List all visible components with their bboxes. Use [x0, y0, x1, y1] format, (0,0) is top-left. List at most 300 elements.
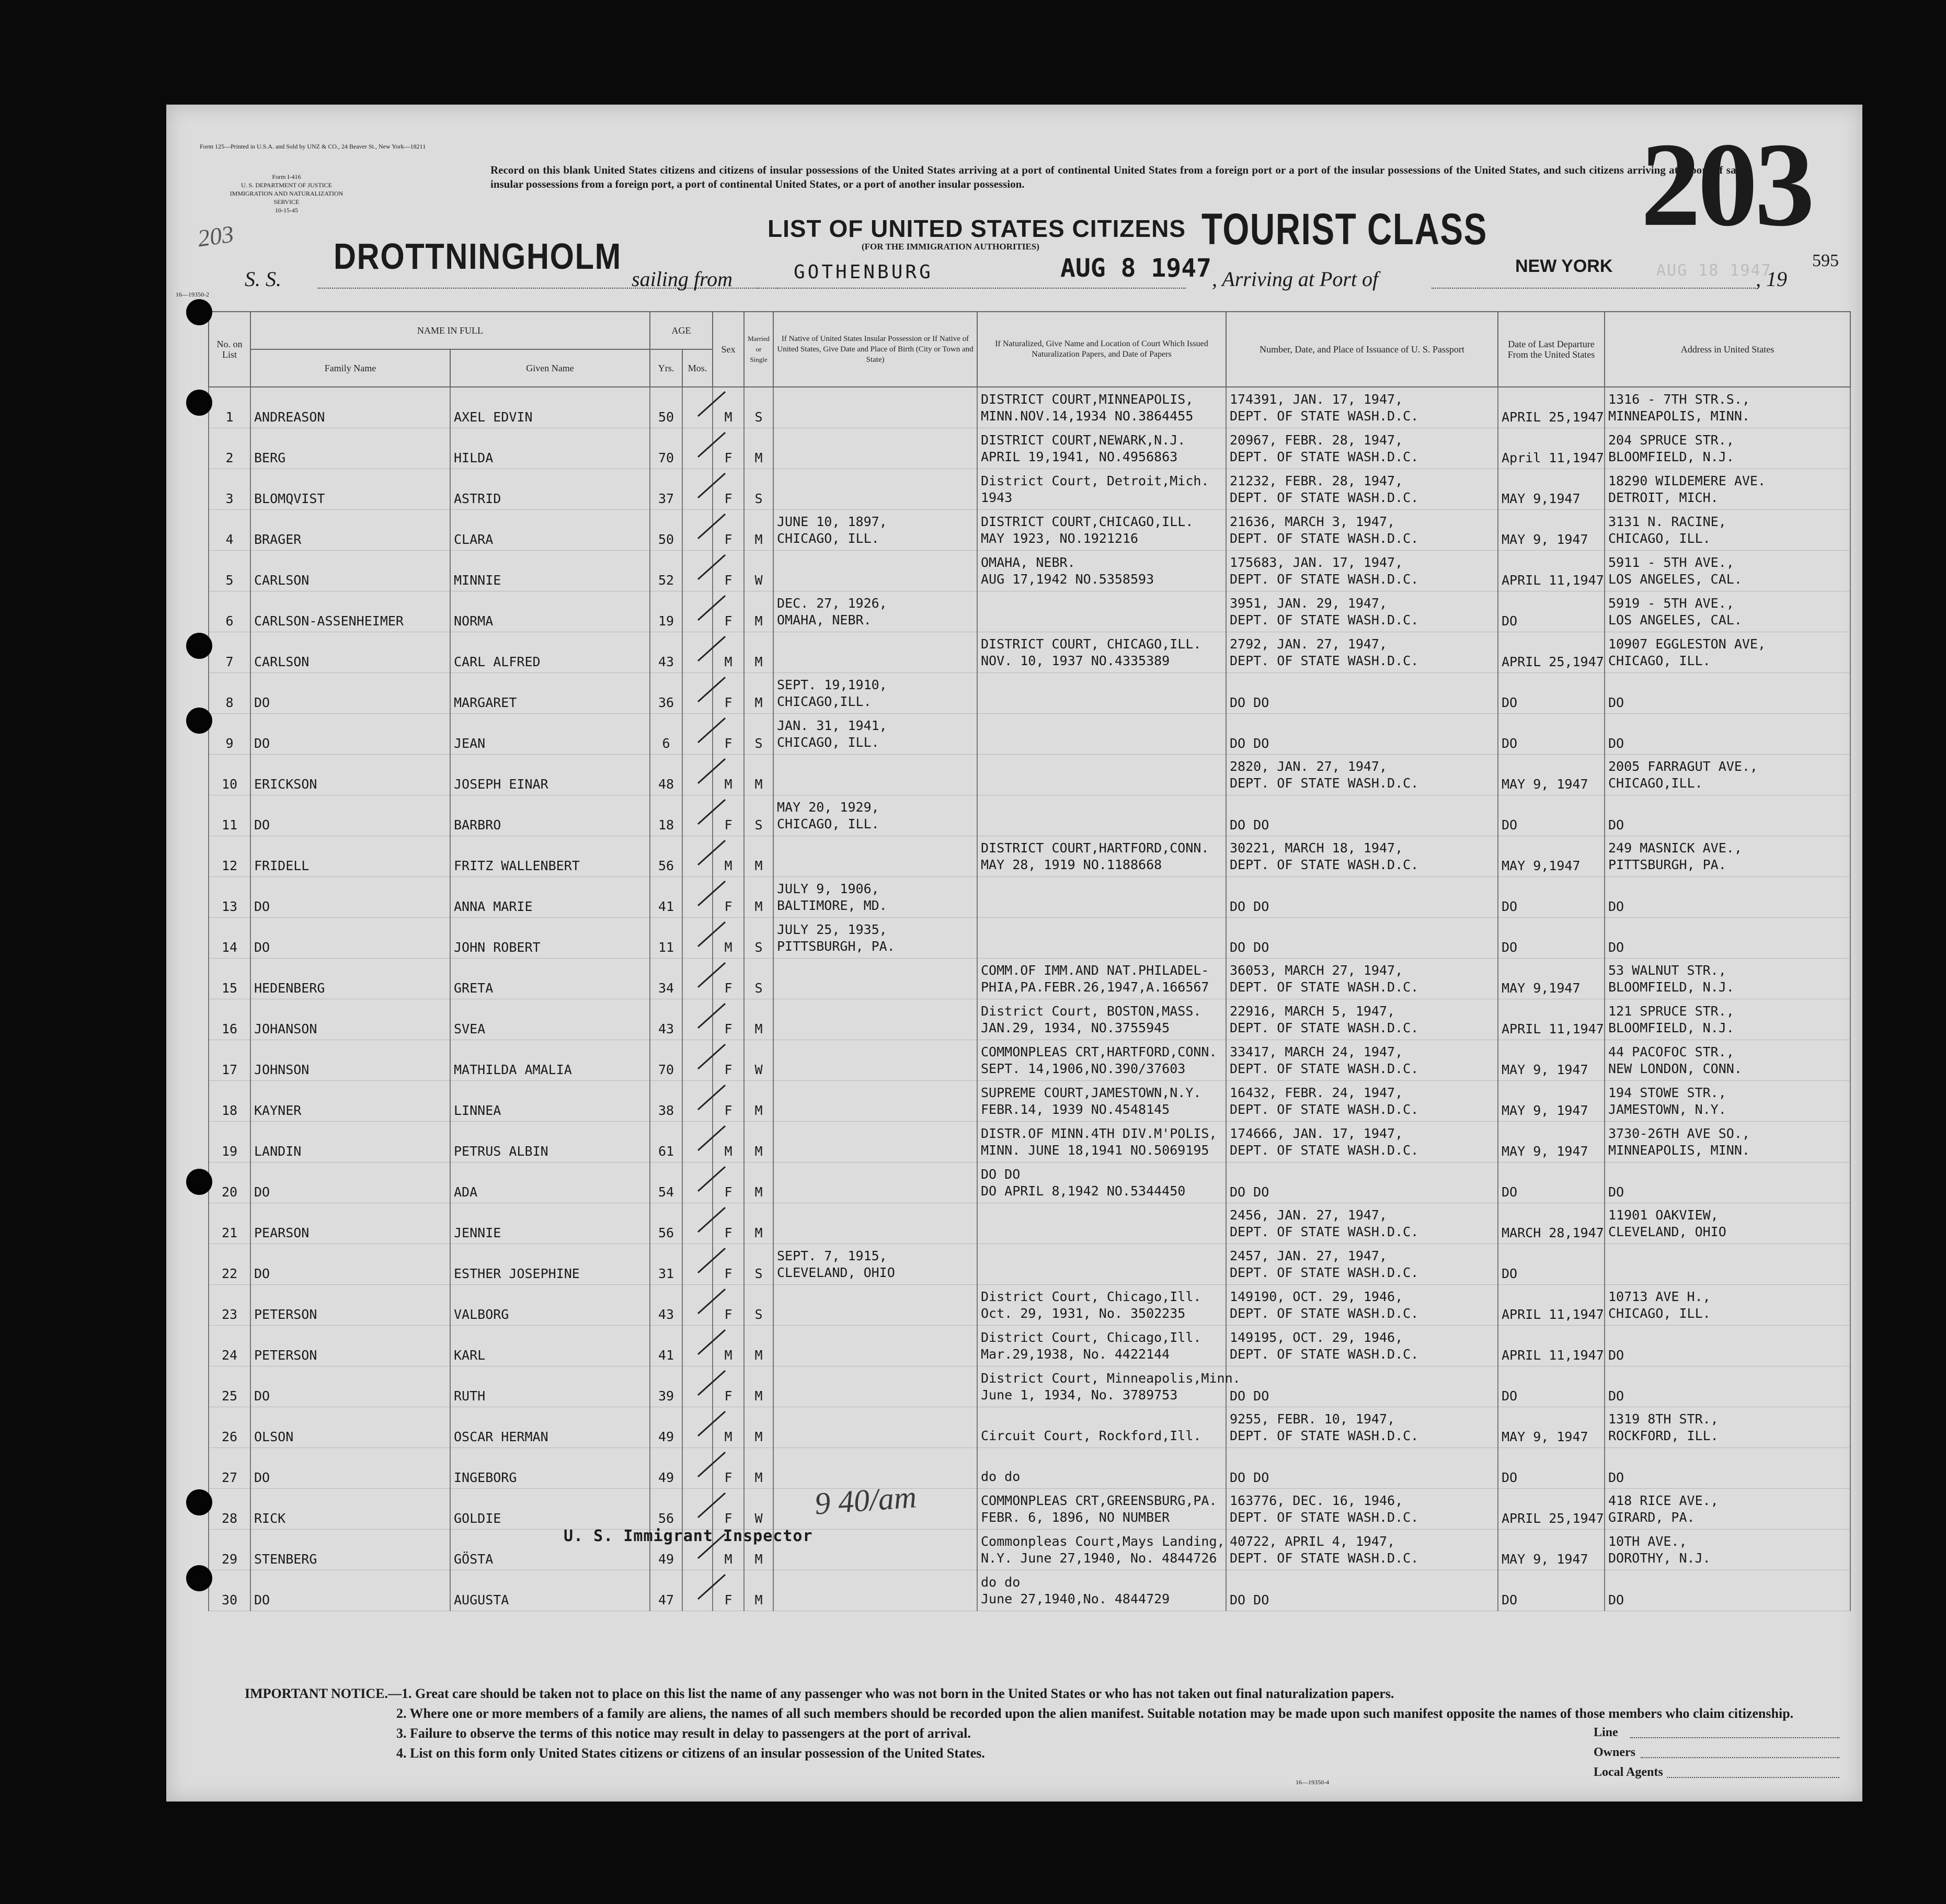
cell-line: CHICAGO, ILL.: [777, 816, 879, 831]
cell-addr: [1605, 1407, 1850, 1448]
cell-family: ANDREASON: [250, 387, 450, 428]
cell-age: 18: [650, 795, 682, 836]
cell-family: CARLSON: [250, 551, 450, 591]
cell-age: 48: [650, 755, 682, 795]
cell-no: 21: [209, 1203, 250, 1244]
cell-age: 43: [650, 1285, 682, 1326]
cell-line: 1319 8TH STR.,: [1608, 1411, 1719, 1427]
cell-nat: [977, 755, 1226, 795]
cell-age: 38: [650, 1081, 682, 1122]
cell-mos: [682, 877, 713, 918]
cell-nat: [977, 1448, 1226, 1489]
header-last-departure: Date of Last Departure From the United States: [1498, 312, 1605, 387]
cell-no: 27: [209, 1448, 250, 1489]
cell-line: JULY 25, 1935,: [777, 922, 887, 937]
cell-mos: [682, 1407, 713, 1448]
cell-age: 49: [650, 1448, 682, 1489]
cell-given: MATHILDA AMALIA: [450, 1040, 650, 1081]
cell-line: 11901 OAKVIEW,: [1608, 1207, 1719, 1223]
cell-given: MARGARET: [450, 673, 650, 714]
cell-line: 16432, FEBR. 24, 1947,: [1230, 1085, 1403, 1100]
cell-dep: MAY 9, 1947: [1498, 510, 1605, 551]
table-row: [209, 1203, 1850, 1244]
cell-pass: [1226, 999, 1498, 1040]
cell-age: 56: [650, 1489, 682, 1530]
department: U. S. DEPARTMENT OF JUSTICE: [241, 181, 332, 189]
cell-age: 36: [650, 673, 682, 714]
cell-pass: [1226, 469, 1498, 510]
table-row: [209, 510, 1850, 551]
cell-line: DISTRICT COURT, CHICAGO,ILL.: [981, 636, 1201, 652]
cell-line: 21636, MARCH 3, 1947,: [1230, 514, 1395, 529]
cell-mos: [682, 795, 713, 836]
cell-line: DEPT. OF STATE WASH.D.C.: [1230, 979, 1419, 995]
cell-dep: APRIL 25,1947: [1498, 632, 1605, 673]
cell-given: RUTH: [450, 1366, 650, 1407]
year-suffix: , 19: [1756, 267, 1787, 291]
cell-nat: [977, 836, 1226, 877]
cell-sex: M: [713, 1530, 744, 1570]
cell-birth: [773, 387, 977, 428]
cell-mos: [682, 1570, 713, 1611]
manifest-table: [208, 311, 1851, 1611]
cell-ms: M: [744, 1326, 773, 1366]
cell-ms: M: [744, 673, 773, 714]
cell-ms: M: [744, 877, 773, 918]
cell-line: DEPT. OF STATE WASH.D.C.: [1230, 1102, 1419, 1117]
cell-no: 18: [209, 1081, 250, 1122]
cell-sex: M: [713, 836, 744, 877]
cell-line: 10TH AVE.,: [1608, 1534, 1687, 1549]
cell-given: JENNIE: [450, 1203, 650, 1244]
cell-line: 3951, JAN. 29, 1947,: [1230, 596, 1388, 611]
cell-line: 10713 AVE H.,: [1608, 1289, 1711, 1304]
cell-given: CARL ALFRED: [450, 632, 650, 673]
cell-line: N.Y. June 27,1940, No. 4844726: [981, 1550, 1217, 1566]
cell-mos: [682, 1285, 713, 1326]
cell-dep: DO: [1498, 1570, 1605, 1611]
cell-line: 30221, MARCH 18, 1947,: [1230, 840, 1403, 856]
cell-line: SEPT. 7, 1915,: [777, 1248, 887, 1263]
cell-mos: [682, 1448, 713, 1489]
cell-ms: S: [744, 918, 773, 959]
table-row: [209, 469, 1850, 510]
cell-line: JAN.29, 1934, NO.3755945: [981, 1020, 1170, 1035]
cell-mos: [682, 1081, 713, 1122]
cell-line: 21232, FEBR. 28, 1947,: [1230, 473, 1403, 488]
form-number: Form I-416: [272, 173, 301, 180]
cell-age: 49: [650, 1530, 682, 1570]
cell-sex: F: [713, 1162, 744, 1203]
cell-dep: DO: [1498, 877, 1605, 918]
manifest-rows: [209, 387, 1850, 1611]
binder-hole: [186, 1565, 212, 1591]
cell-no: 9: [209, 714, 250, 755]
cell-no: 29: [209, 1530, 250, 1570]
cell-no: 3: [209, 469, 250, 510]
cell-line: DEPT. OF STATE WASH.D.C.: [1230, 1550, 1419, 1566]
cell-line: DEPT. OF STATE WASH.D.C.: [1230, 1347, 1419, 1362]
cell-family: HEDENBERG: [250, 959, 450, 999]
cell-line: MINN.NOV.14,1934 NO.3864455: [981, 408, 1194, 424]
cell-age: 70: [650, 428, 682, 469]
cell-dep: APRIL 11,1947: [1498, 551, 1605, 591]
cell-family: BLOMQVIST: [250, 469, 450, 510]
binder-hole: [186, 390, 212, 416]
service: IMMIGRATION AND NATURALIZATION SERVICE: [230, 190, 344, 206]
cell-ms: M: [744, 1081, 773, 1122]
cell-pass: [1226, 836, 1498, 877]
cell-birth: [773, 551, 977, 591]
cell-mos: [682, 428, 713, 469]
cell-birth: [773, 1162, 977, 1203]
cell-mos: [682, 714, 713, 755]
cell-line: FEBR. 6, 1896, NO NUMBER: [981, 1510, 1170, 1525]
cell-nat: [977, 1285, 1226, 1326]
cell-mos: [682, 1162, 713, 1203]
agents-dotted: [1667, 1777, 1839, 1778]
cell-line: DOROTHY, N.J.: [1608, 1550, 1711, 1566]
cell-pass: DO DO: [1226, 714, 1498, 755]
cell-birth: [773, 1285, 977, 1326]
cell-birth: [773, 836, 977, 877]
cell-ms: M: [744, 1203, 773, 1244]
cell-family: STENBERG: [250, 1530, 450, 1570]
cell-line: DISTRICT COURT,MINNEAPOLIS,: [981, 392, 1194, 407]
table-row: [209, 551, 1850, 591]
notice-title: IMPORTANT NOTICE.: [245, 1686, 388, 1701]
cell-nat: [977, 918, 1226, 959]
cell-birth: [773, 1326, 977, 1366]
cell-given: GRETA: [450, 959, 650, 999]
cell-line: OMAHA, NEBR.: [981, 555, 1075, 570]
cell-dep: MAY 9,1947: [1498, 959, 1605, 999]
cell-dep: DO: [1498, 795, 1605, 836]
cell-given: PETRUS ALBIN: [450, 1122, 650, 1162]
cell-ms: M: [744, 1122, 773, 1162]
cell-ms: M: [744, 755, 773, 795]
cell-line: SEPT. 14,1906,NO.390/37603: [981, 1061, 1186, 1076]
from-port: GOTHENBURG: [794, 261, 933, 283]
cell-pass: [1226, 591, 1498, 632]
sailing-from-label: sailing from: [632, 267, 732, 291]
cell-age: 49: [650, 1407, 682, 1448]
cell-dep: DO: [1498, 1448, 1605, 1489]
cell-family: ERICKSON: [250, 755, 450, 795]
cell-sex: F: [713, 1081, 744, 1122]
table-row: [209, 1285, 1850, 1326]
cell-given: ESTHER JOSEPHINE: [450, 1244, 650, 1285]
list-subtitle: (FOR THE IMMIGRATION AUTHORITIES): [862, 242, 1039, 252]
cell-birth: [773, 999, 977, 1040]
cell-line: DEPT. OF STATE WASH.D.C.: [1230, 1510, 1419, 1525]
cell-pass: [1226, 1285, 1498, 1326]
arriving-label: , Arriving at Port of: [1212, 267, 1379, 291]
binder-hole: [186, 633, 212, 659]
cell-line: DO DO: [981, 1167, 1021, 1182]
cell-family: RICK: [250, 1489, 450, 1530]
sailing-date: AUG 8 1947: [1060, 254, 1211, 283]
table-row: [209, 1122, 1850, 1162]
cell-pass: [1226, 510, 1498, 551]
cell-addr: [1605, 1244, 1850, 1285]
cell-nat: [977, 1326, 1226, 1366]
cell-birth: [773, 673, 977, 714]
cell-line: 249 MASNICK AVE.,: [1608, 840, 1742, 856]
binder-hole: [186, 299, 212, 325]
header-sex: Sex: [713, 312, 744, 387]
cell-dep: DO: [1498, 1162, 1605, 1203]
table-row: [209, 387, 1850, 428]
cell-pass: [1226, 1326, 1498, 1366]
cell-pass: [1226, 1530, 1498, 1570]
cell-line: DEPT. OF STATE WASH.D.C.: [1230, 572, 1419, 587]
cell-no: 20: [209, 1162, 250, 1203]
cell-given: GOLDIE: [450, 1489, 650, 1530]
cell-mos: [682, 1244, 713, 1285]
cell-dep: MAY 9, 1947: [1498, 1407, 1605, 1448]
header-name-in-full: NAME IN FULL: [250, 312, 650, 349]
cell-line: CLEVELAND, OHIO: [1608, 1224, 1726, 1239]
cell-pass: DO DO: [1226, 1448, 1498, 1489]
cell-addr: DO: [1605, 877, 1850, 918]
cell-mos: [682, 1326, 713, 1366]
cell-ms: S: [744, 1285, 773, 1326]
cell-no: 5: [209, 551, 250, 591]
cell-pass: [1226, 1407, 1498, 1448]
cell-no: 10: [209, 755, 250, 795]
cell-sex: F: [713, 1448, 744, 1489]
cell-nat: [977, 1530, 1226, 1570]
cell-sex: F: [713, 714, 744, 755]
cell-given: ANNA MARIE: [450, 877, 650, 918]
cell-nat: [977, 387, 1226, 428]
cell-line: 2820, JAN. 27, 1947,: [1230, 759, 1388, 774]
cell-mos: [682, 469, 713, 510]
list-title: LIST OF UNITED STATES CITIZENS: [768, 215, 1186, 242]
cell-dep: APRIL 11,1947: [1498, 999, 1605, 1040]
cell-ms: W: [744, 1040, 773, 1081]
cell-mos: [682, 836, 713, 877]
header-given-name: Given Name: [450, 349, 650, 387]
cell-addr: [1605, 551, 1850, 591]
cell-no: 23: [209, 1285, 250, 1326]
cell-line: 36053, MARCH 27, 1947,: [1230, 963, 1403, 978]
cell-ms: M: [744, 1366, 773, 1407]
sheet-number: 203: [1641, 118, 1812, 251]
local-agents-label: Local Agents: [1594, 1765, 1663, 1779]
cell-sex: M: [713, 755, 744, 795]
cell-line: Circuit Court, Rockford,Ill.: [981, 1428, 1201, 1443]
inspector-label: U. S. Immigrant Inspector: [564, 1527, 813, 1545]
cell-nat: [977, 1040, 1226, 1081]
cell-family: PETERSON: [250, 1326, 450, 1366]
cell-age: 61: [650, 1122, 682, 1162]
cell-line: PHIA,PA.FEBR.26,1947,A.166567: [981, 979, 1209, 995]
cell-line: DEPT. OF STATE WASH.D.C.: [1230, 776, 1419, 791]
cell-mos: [682, 551, 713, 591]
ship-name: DROTTNINGHOLM: [334, 236, 622, 277]
cell-line: 18290 WILDEMERE AVE.: [1608, 473, 1766, 488]
cell-line: DEPT. OF STATE WASH.D.C.: [1230, 1143, 1419, 1158]
cell-line: 2005 FARRAGUT AVE.,: [1608, 759, 1758, 774]
cell-pass: [1226, 1081, 1498, 1122]
cell-line: MAY 28, 1919 NO.1188668: [981, 857, 1162, 872]
table-row: [209, 1162, 1850, 1203]
cell-age: 39: [650, 1366, 682, 1407]
cell-family: DO: [250, 1570, 450, 1611]
table-row: [209, 1040, 1850, 1081]
cell-given: GÖSTA: [450, 1530, 650, 1570]
cell-family: DO: [250, 1448, 450, 1489]
cell-birth: [773, 877, 977, 918]
from-dotted-line: [757, 288, 1186, 289]
cell-birth: [773, 1366, 977, 1407]
cell-age: 56: [650, 836, 682, 877]
cell-line: 174391, JAN. 17, 1947,: [1230, 392, 1403, 407]
cell-line: COMM.OF IMM.AND NAT.PHILADEL-: [981, 963, 1209, 978]
cell-family: DO: [250, 877, 450, 918]
cell-addr: [1605, 999, 1850, 1040]
cell-ms: S: [744, 387, 773, 428]
notice-item-4: 4. List on this form only United States citizens or citizens of an insular possession of the United States.: [396, 1746, 985, 1761]
cell-line: District Court, Minneapolis,Minn.: [981, 1371, 1241, 1386]
cell-given: INGEBORG: [450, 1448, 650, 1489]
cell-dep: MAY 9, 1947: [1498, 1040, 1605, 1081]
header-passport: Number, Date, and Place of Issuance of U. S. Passport: [1226, 312, 1498, 387]
cell-dep: MARCH 28,1947: [1498, 1203, 1605, 1244]
cell-line: Mar.29,1938, No. 4422144: [981, 1347, 1170, 1362]
cell-mos: [682, 510, 713, 551]
cell-line: DEC. 27, 1926,: [777, 596, 887, 611]
cell-given: HILDA: [450, 428, 650, 469]
cell-nat: [977, 1203, 1226, 1244]
cell-family: DO: [250, 918, 450, 959]
cell-age: 34: [650, 959, 682, 999]
cell-line: 22916, MARCH 5, 1947,: [1230, 1004, 1395, 1019]
cell-nat: [977, 551, 1226, 591]
manifest-page: [166, 105, 1862, 1802]
cell-line: CHICAGO, ILL.: [1608, 1306, 1711, 1321]
cell-mos: [682, 387, 713, 428]
cell-given: SVEA: [450, 999, 650, 1040]
cell-line: DISTRICT COURT,NEWARK,N.J.: [981, 432, 1186, 448]
cell-birth: [773, 1407, 977, 1448]
handwritten-number: 203: [196, 220, 236, 252]
cell-line: DISTRICT COURT,CHICAGO,ILL.: [981, 514, 1194, 529]
table-row: [209, 1244, 1850, 1285]
cell-line: PITTSBURGH, PA.: [1608, 857, 1726, 872]
cell-ms: M: [744, 999, 773, 1040]
table-row: [209, 428, 1850, 469]
cell-no: 16: [209, 999, 250, 1040]
cell-addr: [1605, 510, 1850, 551]
cell-line: DEPT. OF STATE WASH.D.C.: [1230, 857, 1419, 872]
cell-pass: [1226, 428, 1498, 469]
cell-sex: F: [713, 1285, 744, 1326]
cell-line: 2457, JAN. 27, 1947,: [1230, 1248, 1388, 1263]
table-row: [209, 632, 1850, 673]
cell-no: 8: [209, 673, 250, 714]
cell-no: 28: [209, 1489, 250, 1530]
cell-given: LINNEA: [450, 1081, 650, 1122]
binder-hole: [186, 1169, 212, 1195]
cell-line: District Court, Chicago,Ill.: [981, 1289, 1201, 1304]
cell-line: SEPT. 19,1910,: [777, 677, 887, 692]
cell-line: CHICAGO,ILL.: [777, 694, 872, 709]
cell-age: 41: [650, 1326, 682, 1366]
table-row: [209, 918, 1850, 959]
cell-nat: [977, 1244, 1226, 1285]
cell-line: DO APRIL 8,1942 NO.5344450: [981, 1183, 1186, 1199]
cell-ms: W: [744, 551, 773, 591]
form-id-block: [229, 173, 344, 214]
handwritten-signature: 9 40/am: [813, 1479, 918, 1521]
cell-mos: [682, 1366, 713, 1407]
table-row: [209, 1407, 1850, 1448]
cell-family: PETERSON: [250, 1285, 450, 1326]
cell-line: 5919 - 5TH AVE.,: [1608, 596, 1734, 611]
cell-dep: APRIL 11,1947: [1498, 1285, 1605, 1326]
cell-addr: DO: [1605, 1570, 1850, 1611]
cell-line: 1943: [981, 490, 1013, 505]
cell-given: FRITZ WALLENBERT: [450, 836, 650, 877]
cell-nat: [977, 632, 1226, 673]
cell-line: 149195, OCT. 29, 1946,: [1230, 1330, 1403, 1345]
table-row: [209, 999, 1850, 1040]
cell-pass: [1226, 1122, 1498, 1162]
cell-line: DEPT. OF STATE WASH.D.C.: [1230, 653, 1419, 668]
table-row: [209, 1489, 1850, 1530]
cell-line: DEPT. OF STATE WASH.D.C.: [1230, 612, 1419, 628]
cell-line: DEPT. OF STATE WASH.D.C.: [1230, 1306, 1419, 1321]
cell-age: 52: [650, 551, 682, 591]
cell-line: NEW LONDON, CONN.: [1608, 1061, 1742, 1076]
cell-no: 17: [209, 1040, 250, 1081]
cell-line: 10907 EGGLESTON AVE,: [1608, 636, 1766, 652]
cell-pass: DO DO: [1226, 1162, 1498, 1203]
cell-line: DEPT. OF STATE WASH.D.C.: [1230, 1265, 1419, 1280]
cell-line: 204 SPRUCE STR.,: [1608, 432, 1734, 448]
cell-line: District Court, Chicago,Ill.: [981, 1330, 1201, 1345]
cell-family: DO: [250, 1366, 450, 1407]
cell-dep: MAY 9,1947: [1498, 469, 1605, 510]
cell-given: AUGUSTA: [450, 1570, 650, 1611]
cell-pass: DO DO: [1226, 918, 1498, 959]
cell-given: ADA: [450, 1162, 650, 1203]
cell-nat: [977, 591, 1226, 632]
cell-family: DO: [250, 1162, 450, 1203]
cell-no: 6: [209, 591, 250, 632]
cell-no: 15: [209, 959, 250, 999]
cell-given: KARL: [450, 1326, 650, 1366]
cell-addr: [1605, 469, 1850, 510]
cell-nat: [977, 510, 1226, 551]
cell-nat: [977, 714, 1226, 755]
cell-dep: DO: [1498, 673, 1605, 714]
cell-line: CHICAGO, ILL.: [777, 735, 879, 750]
header-married-single: Married or Single: [744, 312, 773, 387]
cell-line: DEPT. OF STATE WASH.D.C.: [1230, 1224, 1419, 1239]
cell-given: NORMA: [450, 591, 650, 632]
cell-mos: [682, 1122, 713, 1162]
cell-pass: [1226, 632, 1498, 673]
class-stamp: TOURIST CLASS: [1201, 204, 1487, 254]
table-row: [209, 755, 1850, 795]
cell-addr: DO: [1605, 1326, 1850, 1366]
cell-family: DO: [250, 795, 450, 836]
cell-no: 14: [209, 918, 250, 959]
